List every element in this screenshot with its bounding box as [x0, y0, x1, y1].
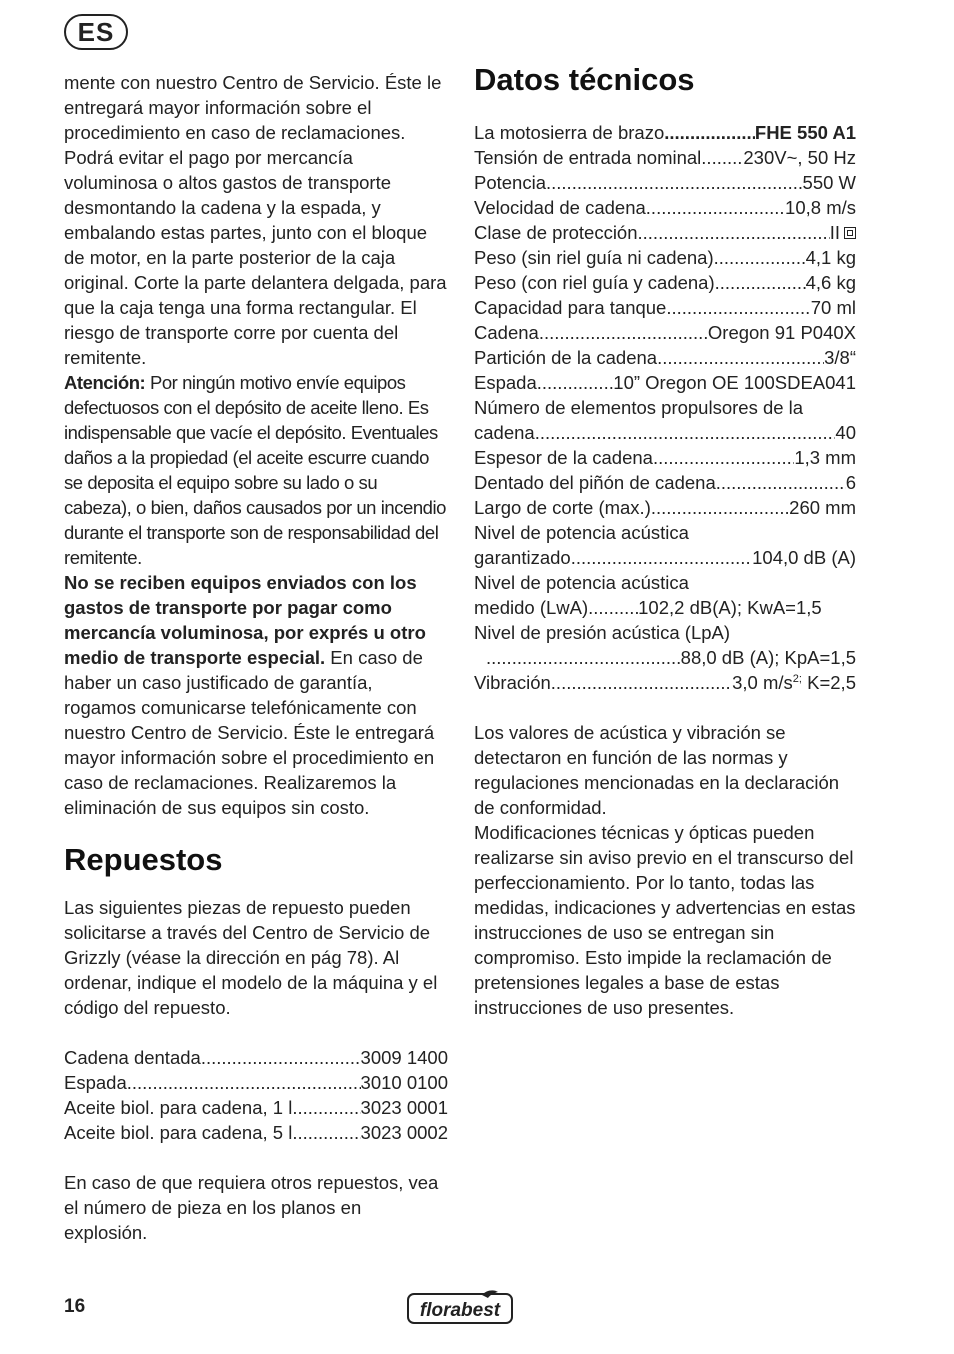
spec-value: 550 W — [802, 172, 856, 193]
spec-row-chain-speed — [474, 195, 856, 220]
spec-label: Peso (sin riel guía ni cadena) — [474, 247, 714, 268]
return-instructions: mente con nuestro Centro de Servicio. Éste le entregará mayor información sobre el procedimiento en caso de reclamaciones. Podrá evitar el pago por mercancía voluminosa o altos gastos de transporte desmontando la cadena y la espada, y embalando estas partes, junto con el bloque de motor, en la parte posterior de la caja original. Corte la parte delantera delgada, para que la caja tenga una forma rectangular. El riesgo de transporte corre por cuenta del remitente. — [64, 72, 447, 368]
attention-label: Atención: — [64, 372, 146, 393]
logo-text: florabest — [419, 1300, 501, 1321]
vibration-value: 3,0 m/s — [732, 672, 793, 693]
spec-value: 4,6 kg — [805, 272, 856, 293]
right-column — [474, 60, 856, 1020]
left-column — [64, 70, 448, 1245]
acoustic-note: Los valores de acústica y vibración se detectaron en función de las normas y regulaciones mencionadas en la declaración de conformidad. — [474, 722, 840, 818]
vibration-unit-exponent: 2; — [792, 672, 802, 685]
spec-row-power — [474, 170, 856, 195]
part-name: Aceite biol. para cadena, 5 l — [64, 1122, 293, 1143]
spec-label: Peso (con riel guía y cadena) — [474, 272, 715, 293]
spec-table — [474, 120, 856, 695]
spec-row-chain — [474, 320, 856, 345]
spec-row-cut-length — [474, 495, 856, 520]
spec-label: garantizado — [474, 547, 571, 568]
spec-row-lwa-guaranteed — [474, 545, 856, 570]
spec-label-lwa-guaranteed: Nivel de potencia acústica — [474, 522, 689, 543]
spec-value — [732, 670, 856, 695]
spec-label-lpa: Nivel de presión acústica (LpA) — [474, 622, 731, 643]
part-name: Espada — [64, 1072, 127, 1093]
spec-row-tank — [474, 295, 856, 320]
spec-value: 10,8 m/s — [785, 197, 856, 218]
spec-value: 4,1 kg — [805, 247, 856, 268]
spec-value: 104,0 dB (A) — [752, 547, 856, 568]
spec-label: Espada — [474, 372, 537, 393]
spec-row-thickness — [474, 445, 856, 470]
spec-label: Clase de protección — [474, 222, 638, 243]
spec-label: cadena — [474, 422, 535, 443]
part-name: Cadena dentada — [64, 1047, 201, 1068]
modifications-note: Modificaciones técnicas y ópticas pueden realizarse sin aviso previo en el transcurso del perfeccionamiento. Por lo tanto, todas las medidas, indicaciones y advertencias en estas instrucciones de uso se entregan sin compromiso. Esto impide la reclamación de pretensiones legales a base de estas instrucciones de uso presentes. — [474, 822, 856, 1018]
parts-list — [64, 1045, 448, 1145]
part-row — [64, 1045, 448, 1070]
spec-label: Capacidad para tanque — [474, 297, 667, 318]
protection-class-text: II — [829, 222, 840, 243]
page-number: 16 — [64, 1296, 86, 1317]
spec-label: medido (LwA) — [474, 597, 589, 618]
vibration-uncertainty: K=2,5 — [801, 672, 856, 693]
spec-value — [830, 220, 856, 245]
spec-label: Tensión de entrada nominal — [474, 147, 702, 168]
spec-row-voltage — [474, 145, 856, 170]
spec-label: Largo de corte (max.) — [474, 497, 651, 518]
part-code: 3023 0002 — [360, 1122, 448, 1143]
part-row — [64, 1095, 448, 1120]
shipping-notice-bold: No se reciben equipos enviados con los gastos de transporte por pagar como mercancía voluminosa, por exprés u otro medio de transporte especial. — [64, 572, 426, 668]
spec-label: Velocidad de cadena — [474, 197, 646, 218]
spec-row-pitch — [474, 345, 856, 370]
spec-row-weight-2 — [474, 270, 856, 295]
spec-label: Cadena — [474, 322, 539, 343]
attention-text: Por ningún motivo envíe equipos defectuosos con el depósito de aceite lleno. Es indispensable que vacíe el depósito. Eventuales daños a la propiedad (el aceite escurre cuando se deposita el equipo sobre su lado o su cabeza), o bien, daños causados por un incendio durante el transporte son de responsabilidad del remitente. — [64, 372, 447, 568]
spec-value: 40 — [835, 422, 856, 443]
spec-value: 3/8“ — [824, 347, 856, 368]
part-code: 3009 1400 — [360, 1047, 448, 1068]
spec-value: 1,3 mm — [794, 447, 856, 468]
spec-label-lwa-measured: Nivel de potencia acústica — [474, 572, 689, 593]
spec-row-lwa-measured — [474, 595, 856, 620]
repuestos-heading: Repuestos — [64, 842, 223, 877]
spec-label-drive-links: Número de elementos propulsores de la — [474, 397, 804, 418]
spec-row-model — [474, 120, 856, 145]
part-row — [64, 1070, 448, 1095]
spec-row-sprocket — [474, 470, 856, 495]
spec-value: FHE 550 A1 — [754, 122, 856, 143]
spec-value: 230V~, 50 Hz — [743, 147, 856, 168]
spec-row-lpa — [474, 645, 856, 670]
spec-value: 6 — [845, 472, 856, 493]
spec-value: 10” Oregon OE 100SDEA041 — [613, 372, 856, 393]
spec-row-bar — [474, 370, 856, 395]
spec-row-drive-links — [474, 420, 856, 445]
double-insulation-icon — [844, 227, 856, 239]
shipping-notice-text: En caso de haber un caso justificado de garantía, rogamos comunicarse telefónicamente con nuestro Centro de Servicio. Éste le entregará mayor información sobre el procedimiento en caso de reclamaciones. Realizaremos la eliminación de sus equipos sin costo. — [64, 647, 435, 818]
repuestos-intro: Las siguientes piezas de repuesto pueden solicitarse a través del Centro de Servicio de Grizzly (véase la dirección en pág 78). Al ordenar, indique el modelo de la máquina y el código del repuesto. — [64, 897, 438, 1018]
part-row — [64, 1120, 448, 1145]
shipping-notice — [64, 570, 448, 820]
attention-paragraph — [64, 370, 448, 570]
spec-value: 70 ml — [810, 297, 856, 318]
spec-value: 88,0 dB (A); KpA=1,5 — [680, 647, 856, 668]
part-code: 3023 0001 — [360, 1097, 448, 1118]
spec-row-protection — [474, 220, 856, 245]
spec-label: Partición de la cadena — [474, 347, 658, 368]
spec-label: Dentado del piñón de cadena — [474, 472, 716, 493]
spec-value: 102,2 dB(A); KwA=1,5 — [638, 597, 822, 618]
florabest-logo — [406, 1290, 514, 1326]
part-code: 3010 0100 — [360, 1072, 448, 1093]
datos-tecnicos-heading: Datos técnicos — [474, 62, 695, 97]
language-code: ES — [77, 16, 115, 47]
spec-label: Potencia — [474, 172, 546, 193]
language-badge — [64, 14, 128, 50]
spec-label: La motosierra de brazo — [474, 122, 665, 143]
spec-row-weight-1 — [474, 245, 856, 270]
spec-label: Vibración — [474, 672, 551, 693]
spec-value: Oregon 91 P040X — [707, 322, 856, 343]
spec-row-vibration — [474, 670, 856, 695]
repuestos-outro: En caso de que requiera otros repuestos, vea el número de pieza en los planos en explosión. — [64, 1172, 439, 1243]
part-name: Aceite biol. para cadena, 1 l — [64, 1097, 293, 1118]
spec-label: Espesor de la cadena — [474, 447, 653, 468]
spec-value: 260 mm — [789, 497, 856, 518]
